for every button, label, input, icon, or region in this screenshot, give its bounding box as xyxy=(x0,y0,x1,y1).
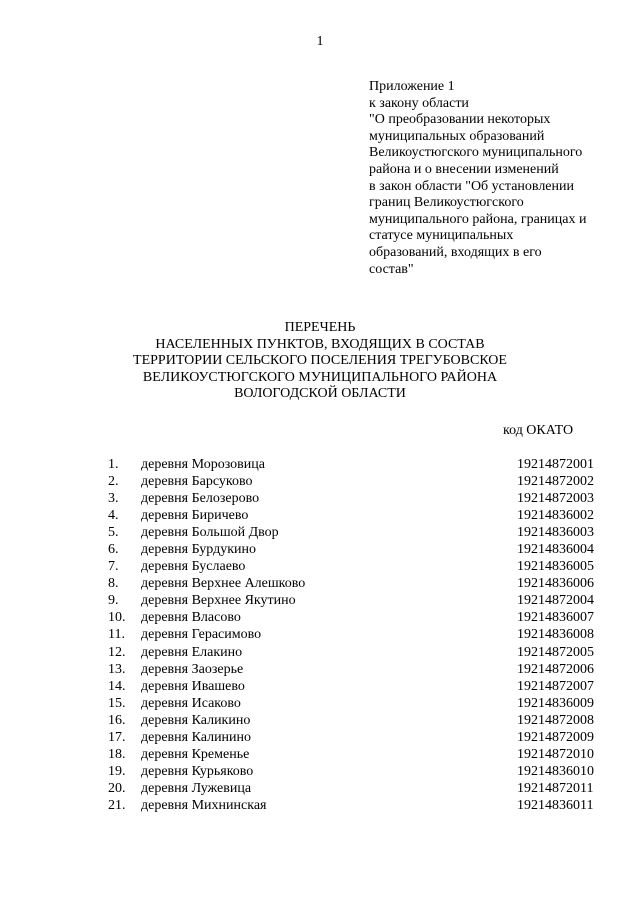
settlement-list xyxy=(0,456,640,814)
okato-code: 19214872001 xyxy=(517,457,594,472)
page-number: 1 xyxy=(316,34,324,49)
appendix-line: муниципального района, границах и xyxy=(369,211,587,227)
list-item xyxy=(0,609,640,626)
okato-code: 19214836008 xyxy=(517,627,594,643)
okato-code: 19214872005 xyxy=(517,644,594,660)
list-item xyxy=(0,763,640,780)
title-line: ПЕРЕЧЕНЬ xyxy=(284,320,356,335)
list-item xyxy=(0,456,640,473)
entry-number: 12. xyxy=(108,644,126,660)
entry-number: 17. xyxy=(108,729,126,745)
entry-number: 11. xyxy=(108,627,125,643)
appendix-line: состав" xyxy=(369,261,414,277)
entry-number: 3. xyxy=(108,491,119,507)
appendix-line: муниципальных образований xyxy=(369,128,545,144)
title-line: НАСЕЛЕННЫХ ПУНКТОВ, ВХОДЯЩИХ В СОСТАВ xyxy=(155,336,485,352)
entry-number: 20. xyxy=(108,780,126,796)
list-item xyxy=(0,592,640,609)
appendix-reference xyxy=(369,79,619,278)
list-item xyxy=(0,729,640,746)
okato-code: 19214872010 xyxy=(517,746,594,762)
list-item xyxy=(0,695,640,712)
list-item xyxy=(0,746,640,763)
appendix-line: границ Великоустюгского xyxy=(369,195,524,211)
appendix-line: статусе муниципальных xyxy=(369,228,514,244)
settlement-name: деревня Заозерье xyxy=(141,661,244,677)
entry-number: 18. xyxy=(108,746,126,762)
settlement-name: деревня Бурдукино xyxy=(141,542,257,558)
list-item xyxy=(0,626,640,643)
list-item xyxy=(0,524,640,541)
entry-number: 9. xyxy=(108,593,119,609)
okato-code: 19214836006 xyxy=(517,576,594,592)
settlement-name: деревня Ивашево xyxy=(141,678,245,694)
appendix-line: "О преобразовании некоторых xyxy=(369,112,551,128)
okato-code: 19214872009 xyxy=(517,729,594,745)
okato-code: 19214872002 xyxy=(517,474,594,490)
list-item xyxy=(0,490,640,507)
entry-number: 14. xyxy=(108,678,126,694)
list-item xyxy=(0,507,640,524)
settlement-name: деревня Калинино xyxy=(141,729,252,745)
okato-code: 19214836004 xyxy=(517,542,594,558)
okato-code: 19214872007 xyxy=(517,678,594,694)
list-item xyxy=(0,712,640,729)
settlement-name: деревня Биричево xyxy=(141,508,249,524)
okato-code: 19214836009 xyxy=(517,695,594,711)
entry-number: 10. xyxy=(108,610,126,626)
list-item xyxy=(0,780,640,797)
okato-code: 19214836010 xyxy=(517,763,594,779)
okato-code: 19214872004 xyxy=(517,593,594,609)
okato-code: 19214872003 xyxy=(517,491,594,507)
settlement-name: деревня Герасимово xyxy=(141,627,262,643)
entry-number: 8. xyxy=(108,576,119,592)
entry-number: 13. xyxy=(108,661,126,677)
list-item xyxy=(0,644,640,661)
entry-number: 6. xyxy=(108,542,119,558)
title-line: ВОЛОГОДСКОЙ ОБЛАСТИ xyxy=(234,386,406,402)
settlement-name: деревня Лужевица xyxy=(141,780,252,796)
okato-code: 19214836007 xyxy=(517,610,594,626)
settlement-name: деревня Курьяково xyxy=(141,763,254,779)
okato-code: 19214836011 xyxy=(517,797,594,813)
settlement-name: деревня Буслаево xyxy=(141,559,246,575)
list-item xyxy=(0,575,640,592)
okato-code: 19214836003 xyxy=(517,525,594,541)
entry-number: 19. xyxy=(108,763,126,779)
entry-number: 1. xyxy=(108,457,119,472)
appendix-line: Великоустюгского муниципального xyxy=(369,145,583,161)
settlement-name: деревня Морозовица xyxy=(141,457,265,472)
title-line: ВЕЛИКОУСТЮГСКОГО МУНИЦИПАЛЬНОГО РАЙОНА xyxy=(142,369,498,385)
settlement-name: деревня Верхнее Якутино xyxy=(141,593,296,609)
appendix-line: к закону области xyxy=(369,95,469,111)
settlement-name: деревня Кременье xyxy=(141,746,250,762)
okato-code: 19214836005 xyxy=(517,559,594,575)
settlement-name: деревня Каликино xyxy=(141,712,251,728)
entry-number: 15. xyxy=(108,695,126,711)
settlement-name: деревня Белозерово xyxy=(141,491,260,507)
entry-number: 16. xyxy=(108,712,126,728)
entry-number: 5. xyxy=(108,525,119,541)
okato-code: 19214836002 xyxy=(517,508,594,524)
entry-number: 2. xyxy=(108,474,119,490)
list-item xyxy=(0,541,640,558)
list-item xyxy=(0,473,640,490)
okato-code: 19214872006 xyxy=(517,661,594,677)
okato-column-header: код ОКАТО xyxy=(503,423,574,438)
settlement-name: деревня Большой Двор xyxy=(141,525,279,541)
settlement-name: деревня Исаково xyxy=(141,695,241,711)
settlement-name: деревня Михнинская xyxy=(141,797,267,813)
settlement-name: деревня Елакино xyxy=(141,644,243,660)
appendix-line: района и о внесении изменений xyxy=(369,161,559,177)
list-item xyxy=(0,797,640,814)
document-title xyxy=(0,320,640,403)
list-item xyxy=(0,678,640,695)
settlement-name: деревня Барсуково xyxy=(141,474,253,490)
entry-number: 7. xyxy=(108,559,119,575)
okato-code: 19214872011 xyxy=(517,780,594,796)
settlement-name: деревня Верхнее Алешково xyxy=(141,576,306,592)
appendix-line: образований, входящих в его xyxy=(369,244,542,260)
settlement-name: деревня Власово xyxy=(141,610,241,626)
list-item xyxy=(0,661,640,678)
entry-number: 21. xyxy=(108,797,126,813)
okato-code: 19214872008 xyxy=(517,712,594,728)
title-line: ТЕРРИТОРИИ СЕЛЬСКОГО ПОСЕЛЕНИЯ ТРЕГУБОВСКОЕ xyxy=(133,353,507,369)
entry-number: 4. xyxy=(108,508,119,524)
appendix-line: Приложение 1 xyxy=(369,79,455,94)
list-item xyxy=(0,558,640,575)
appendix-line: в закон области "Об установлении xyxy=(369,178,574,194)
